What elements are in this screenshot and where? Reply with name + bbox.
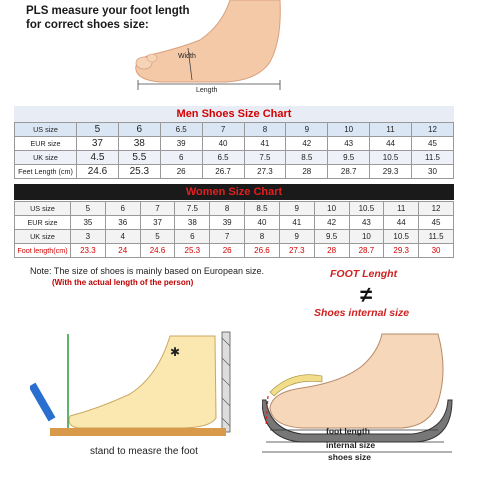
- women-cell: 10: [349, 230, 384, 244]
- women-cell: 9.5: [314, 230, 349, 244]
- foot-length-caption: foot length: [326, 426, 370, 436]
- instruction-line2: for correct shoes size:: [26, 19, 149, 31]
- men-cell: 42: [286, 137, 328, 151]
- men-cell: 4.5: [77, 151, 119, 165]
- men-cell: 7.5: [244, 151, 286, 165]
- men-cell: 40: [202, 137, 244, 151]
- men-row: [15, 165, 454, 179]
- men-cell: 24.6: [77, 165, 119, 179]
- men-row-label: UK size: [15, 151, 77, 165]
- length-label: Length: [196, 87, 218, 94]
- men-row-label: US size: [15, 123, 77, 137]
- men-cell: 44: [370, 137, 412, 151]
- note-subtext: (With the actual length of the person): [52, 278, 194, 287]
- women-cell: 43: [349, 216, 384, 230]
- women-cell: 9: [279, 230, 314, 244]
- men-row: [15, 123, 454, 137]
- women-cell: 11: [384, 202, 419, 216]
- men-chart-title: Men Shoes Size Chart: [14, 106, 454, 122]
- women-cell: 35: [71, 216, 106, 230]
- foot-measure-diagram: [130, 0, 290, 96]
- men-row-label: Feet Length (cm): [15, 165, 77, 179]
- women-cell: 11.5: [419, 230, 454, 244]
- women-cell: 10.5: [384, 230, 419, 244]
- women-cell: 42: [314, 216, 349, 230]
- women-cell: 26.6: [245, 244, 280, 258]
- men-size-table: [14, 122, 454, 179]
- men-cell: 5: [77, 123, 119, 137]
- instruction-line1: PLS measure your foot length: [26, 5, 190, 17]
- women-cell: 27.3: [279, 244, 314, 258]
- women-row-label: EUR size: [15, 216, 71, 230]
- women-cell: 5: [71, 202, 106, 216]
- men-cell: 39: [160, 137, 202, 151]
- women-cell: 7: [140, 202, 175, 216]
- men-cell: 10.5: [370, 151, 412, 165]
- men-cell: 26.7: [202, 165, 244, 179]
- shoes-size-caption: shoes size: [328, 452, 371, 462]
- women-cell: 37: [140, 216, 175, 230]
- women-cell: 40: [245, 216, 280, 230]
- women-cell: 23.3: [71, 244, 106, 258]
- women-cell: 24: [105, 244, 140, 258]
- men-cell: 28.7: [328, 165, 370, 179]
- women-cell: 8: [245, 230, 280, 244]
- men-cell: 6.5: [202, 151, 244, 165]
- men-cell: 26: [160, 165, 202, 179]
- men-cell: 10: [328, 123, 370, 137]
- men-cell: 9: [286, 123, 328, 137]
- stand-caption: stand to measre the foot: [90, 446, 198, 457]
- women-size-table: [14, 201, 454, 258]
- women-row: [15, 230, 454, 244]
- women-cell: 3: [71, 230, 106, 244]
- women-cell: 26: [210, 244, 245, 258]
- men-cell: 30: [412, 165, 454, 179]
- women-cell: 41: [279, 216, 314, 230]
- men-cell: 5.5: [118, 151, 160, 165]
- internal-size-caption: internal size: [326, 440, 376, 450]
- men-cell: 6: [118, 123, 160, 137]
- men-cell: 29.3: [370, 165, 412, 179]
- men-cell: 7: [202, 123, 244, 137]
- women-row-label: US size: [15, 202, 71, 216]
- women-cell: 36: [105, 216, 140, 230]
- women-cell: 39: [210, 216, 245, 230]
- men-cell: 38: [118, 137, 160, 151]
- men-cell: 25.3: [118, 165, 160, 179]
- men-cell: 41: [244, 137, 286, 151]
- women-cell: 10: [314, 202, 349, 216]
- women-cell: 4: [105, 230, 140, 244]
- note-text: Note: The size of shoes is mainly based on European size.: [30, 266, 264, 276]
- men-row: [15, 137, 454, 151]
- svg-text:✱: ✱: [170, 345, 181, 359]
- width-label: Width: [178, 53, 196, 60]
- men-row-label: EUR size: [15, 137, 77, 151]
- women-row: [15, 244, 454, 258]
- women-cell: 30: [419, 244, 454, 258]
- men-cell: 12: [412, 123, 454, 137]
- women-cell: 45: [419, 216, 454, 230]
- men-cell: 11.5: [412, 151, 454, 165]
- men-cell: 37: [77, 137, 119, 151]
- men-cell: 9.5: [328, 151, 370, 165]
- women-cell: 28.7: [349, 244, 384, 258]
- women-cell: 29.3: [384, 244, 419, 258]
- women-row: [15, 216, 454, 230]
- women-cell: 44: [384, 216, 419, 230]
- men-cell: 6.5: [160, 123, 202, 137]
- shoes-internal-label: Shoes internal size: [314, 307, 410, 319]
- women-cell: 25.3: [175, 244, 210, 258]
- men-cell: 45: [412, 137, 454, 151]
- women-cell: 7.5: [175, 202, 210, 216]
- women-cell: 10.5: [349, 202, 384, 216]
- women-cell: 9: [279, 202, 314, 216]
- women-cell: 5: [140, 230, 175, 244]
- women-row-label: Foot length(cm): [15, 244, 71, 258]
- men-cell: 28: [286, 165, 328, 179]
- women-chart-title: Women Size Chart: [14, 184, 454, 200]
- men-cell: 43: [328, 137, 370, 151]
- women-cell: 38: [175, 216, 210, 230]
- women-cell: 12: [419, 202, 454, 216]
- not-equal-symbol: ≠: [360, 282, 373, 307]
- women-cell: 7: [210, 230, 245, 244]
- women-cell: 24.6: [140, 244, 175, 258]
- men-cell: 8: [244, 123, 286, 137]
- men-cell: 6: [160, 151, 202, 165]
- women-cell: 6: [105, 202, 140, 216]
- women-cell: 8.5: [245, 202, 280, 216]
- men-row: [15, 151, 454, 165]
- women-cell: 28: [314, 244, 349, 258]
- stand-foot-diagram: [30, 328, 240, 448]
- men-cell: 27.3: [244, 165, 286, 179]
- men-cell: 11: [370, 123, 412, 137]
- foot-length-label: FOOT Lenght: [330, 268, 398, 280]
- men-cell: 8.5: [286, 151, 328, 165]
- women-cell: 8: [210, 202, 245, 216]
- women-row: [15, 202, 454, 216]
- women-row-label: UK size: [15, 230, 71, 244]
- women-cell: 6: [175, 230, 210, 244]
